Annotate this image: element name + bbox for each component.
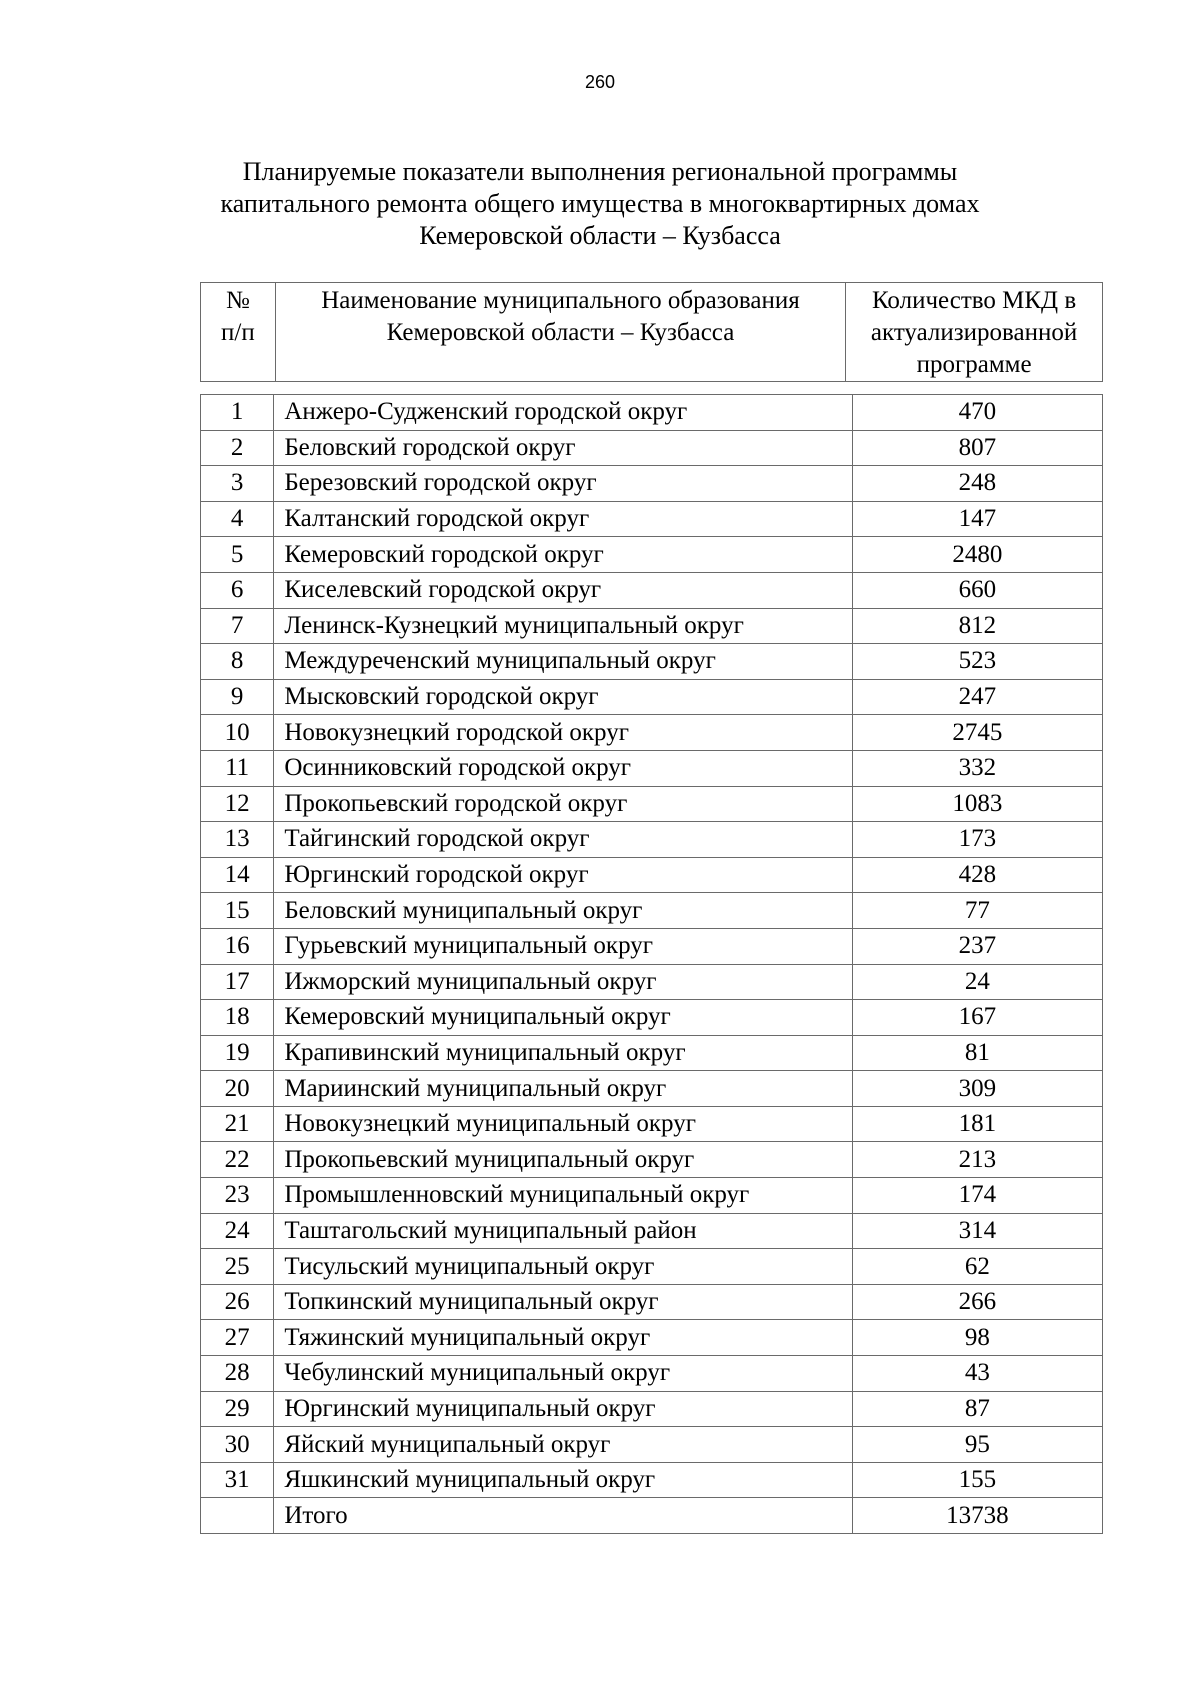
municipality-name: Крапивинский муниципальный округ — [274, 1035, 852, 1071]
row-number: 14 — [201, 857, 274, 893]
title-line-3: Кемеровской области – Кузбасса — [419, 221, 781, 250]
mkd-count: 155 — [852, 1462, 1102, 1498]
mkd-count: 314 — [852, 1213, 1102, 1249]
mkd-count: 523 — [852, 644, 1102, 680]
municipality-name: Гурьевский муниципальный округ — [274, 928, 852, 964]
table-row — [201, 430, 1103, 466]
mkd-count: 181 — [852, 1106, 1102, 1142]
mkd-count: 95 — [852, 1427, 1102, 1463]
row-number: 25 — [201, 1249, 274, 1285]
mkd-count: 237 — [852, 928, 1102, 964]
municipality-name: Кемеровский городской округ — [274, 537, 852, 573]
table-row — [201, 608, 1103, 644]
municipality-name: Киселевский городской округ — [274, 572, 852, 608]
row-number — [201, 1498, 274, 1534]
header-num — [201, 283, 276, 382]
mkd-count: 248 — [852, 466, 1102, 502]
row-number: 9 — [201, 679, 274, 715]
municipality-name: Тяжинский муниципальный округ — [274, 1320, 852, 1356]
table-row — [201, 1178, 1103, 1214]
municipality-name: Осинниковский городской округ — [274, 750, 852, 786]
mkd-count: 98 — [852, 1320, 1102, 1356]
header-name — [275, 283, 845, 382]
municipality-name: Яйский муниципальный округ — [274, 1427, 852, 1463]
table-row — [201, 715, 1103, 751]
header-qty-line-1: Количество МКД в — [872, 287, 1077, 314]
table-row — [201, 1462, 1103, 1498]
mkd-count: 13738 — [852, 1498, 1102, 1534]
municipality-name: Ижморский муниципальный округ — [274, 964, 852, 1000]
row-number: 11 — [201, 750, 274, 786]
table-row — [201, 1391, 1103, 1427]
table-row — [201, 1142, 1103, 1178]
row-number: 3 — [201, 466, 274, 502]
municipality-name: Чебулинский муниципальный округ — [274, 1356, 852, 1392]
mkd-count: 2480 — [852, 537, 1102, 573]
mkd-count: 660 — [852, 572, 1102, 608]
municipality-name: Междуреченский муниципальный округ — [274, 644, 852, 680]
mkd-count: 2745 — [852, 715, 1102, 751]
mkd-count: 1083 — [852, 786, 1102, 822]
row-number: 8 — [201, 644, 274, 680]
header-qty-line-2: актуализированной — [870, 319, 1078, 346]
row-number: 13 — [201, 822, 274, 858]
document-title — [150, 156, 1050, 252]
municipality-name: Мысковский городской округ — [274, 679, 852, 715]
mkd-count: 266 — [852, 1284, 1102, 1320]
row-number: 27 — [201, 1320, 274, 1356]
municipality-name: Калтанский городской округ — [274, 501, 852, 537]
row-number: 22 — [201, 1142, 274, 1178]
title-line-1: Планируемые показатели выполнения региональной программы — [242, 157, 958, 186]
table-row — [201, 501, 1103, 537]
table-row — [201, 857, 1103, 893]
table-row — [201, 893, 1103, 929]
table-row — [201, 644, 1103, 680]
table-row — [201, 1106, 1103, 1142]
mkd-count: 332 — [852, 750, 1102, 786]
municipality-name: Новокузнецкий городской округ — [274, 715, 852, 751]
municipality-name: Юргинский городской округ — [274, 857, 852, 893]
municipality-name: Итого — [274, 1498, 852, 1534]
mkd-count: 87 — [852, 1391, 1102, 1427]
row-number: 5 — [201, 537, 274, 573]
row-number: 1 — [201, 395, 274, 431]
municipality-name: Топкинский муниципальный округ — [274, 1284, 852, 1320]
row-number: 24 — [201, 1213, 274, 1249]
municipality-name: Кемеровский муниципальный округ — [274, 1000, 852, 1036]
municipality-name: Мариинский муниципальный округ — [274, 1071, 852, 1107]
municipality-name: Беловский городской округ — [274, 430, 852, 466]
municipality-name: Тайгинский городской округ — [274, 822, 852, 858]
table-row — [201, 572, 1103, 608]
table-row — [201, 822, 1103, 858]
table-row — [201, 1320, 1103, 1356]
mkd-count: 77 — [852, 893, 1102, 929]
indicators-table — [200, 282, 1103, 1534]
table-row — [201, 928, 1103, 964]
row-number: 28 — [201, 1356, 274, 1392]
table-row — [201, 1035, 1103, 1071]
mkd-count: 24 — [852, 964, 1102, 1000]
mkd-count: 43 — [852, 1356, 1102, 1392]
mkd-count: 213 — [852, 1142, 1102, 1178]
row-number: 10 — [201, 715, 274, 751]
row-number: 31 — [201, 1462, 274, 1498]
row-number: 15 — [201, 893, 274, 929]
row-number: 19 — [201, 1035, 274, 1071]
table-row — [201, 750, 1103, 786]
mkd-count: 807 — [852, 430, 1102, 466]
row-number: 7 — [201, 608, 274, 644]
table-row — [201, 537, 1103, 573]
table-row — [201, 786, 1103, 822]
row-number: 21 — [201, 1106, 274, 1142]
table-row — [201, 466, 1103, 502]
municipality-name: Промышленновский муниципальный округ — [274, 1178, 852, 1214]
municipality-name: Тисульский муниципальный округ — [274, 1249, 852, 1285]
municipality-name: Яшкинский муниципальный округ — [274, 1462, 852, 1498]
header-num-line-2: п/п — [221, 319, 255, 346]
row-number: 18 — [201, 1000, 274, 1036]
municipality-name: Новокузнецкий муниципальный округ — [274, 1106, 852, 1142]
table-row — [201, 1213, 1103, 1249]
mkd-count: 309 — [852, 1071, 1102, 1107]
row-number: 20 — [201, 1071, 274, 1107]
municipality-name: Анжеро-Судженский городской округ — [274, 395, 852, 431]
row-number: 23 — [201, 1178, 274, 1214]
row-number: 4 — [201, 501, 274, 537]
table-row — [201, 1071, 1103, 1107]
row-number: 26 — [201, 1284, 274, 1320]
table-row — [201, 1000, 1103, 1036]
title-line-2: капитального ремонта общего имущества в многоквартирных домах — [220, 189, 980, 218]
mkd-count: 62 — [852, 1249, 1102, 1285]
table-row — [201, 1284, 1103, 1320]
row-number: 2 — [201, 430, 274, 466]
table-rows — [201, 395, 1103, 1534]
row-number: 6 — [201, 572, 274, 608]
mkd-count: 174 — [852, 1178, 1102, 1214]
mkd-count: 147 — [852, 501, 1102, 537]
row-number: 17 — [201, 964, 274, 1000]
table-row — [201, 1498, 1103, 1534]
mkd-count: 247 — [852, 679, 1102, 715]
row-number: 12 — [201, 786, 274, 822]
header-qty-line-3: программе — [916, 351, 1032, 378]
mkd-count: 173 — [852, 822, 1102, 858]
table-row — [201, 1427, 1103, 1463]
municipality-name: Ленинск-Кузнецкий муниципальный округ — [274, 608, 852, 644]
header-row — [201, 283, 1103, 382]
mkd-count: 812 — [852, 608, 1102, 644]
row-number: 30 — [201, 1427, 274, 1463]
mkd-count: 81 — [852, 1035, 1102, 1071]
row-number: 16 — [201, 928, 274, 964]
page-number: 260 — [584, 72, 616, 92]
municipality-name: Таштагольский муниципальный район — [274, 1213, 852, 1249]
mkd-count: 470 — [852, 395, 1102, 431]
header-qty — [846, 283, 1103, 382]
table-row — [201, 679, 1103, 715]
table-row — [201, 964, 1103, 1000]
header-num-line-1: № — [225, 287, 250, 314]
table-body — [200, 394, 1103, 1534]
mkd-count: 428 — [852, 857, 1102, 893]
header-name-line-2: Кемеровской области – Кузбасса — [386, 319, 735, 346]
row-number: 29 — [201, 1391, 274, 1427]
mkd-count: 167 — [852, 1000, 1102, 1036]
header-name-line-1: Наименование муниципального образования — [321, 287, 800, 314]
table-row — [201, 1249, 1103, 1285]
municipality-name: Беловский муниципальный округ — [274, 893, 852, 929]
municipality-name: Прокопьевский городской округ — [274, 786, 852, 822]
table-header — [200, 282, 1103, 382]
table-row — [201, 1356, 1103, 1392]
municipality-name: Березовский городской округ — [274, 466, 852, 502]
municipality-name: Юргинский муниципальный округ — [274, 1391, 852, 1427]
table-row — [201, 395, 1103, 431]
municipality-name: Прокопьевский муниципальный округ — [274, 1142, 852, 1178]
